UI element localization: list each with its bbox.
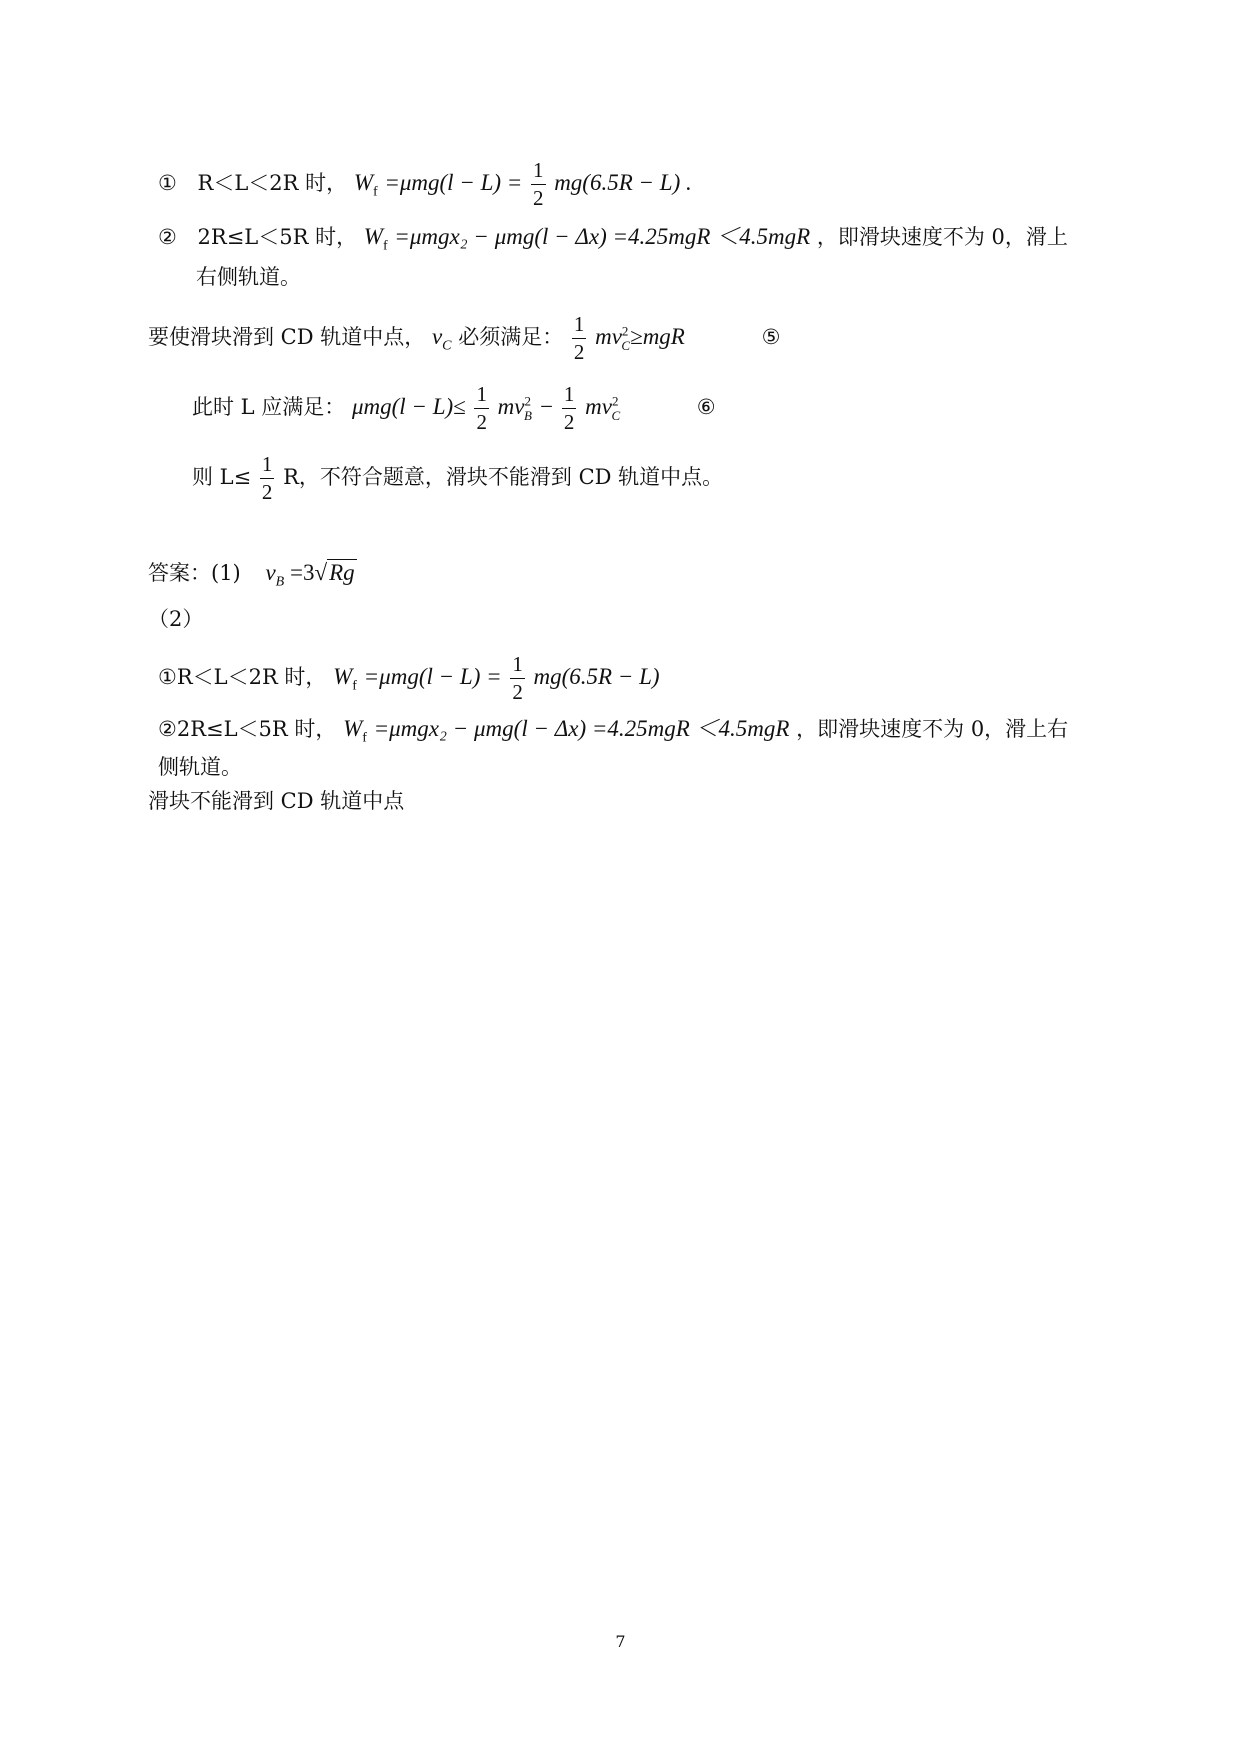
answer-case-2-cont: 侧轨道。 xyxy=(158,755,242,779)
fraction-half: $\frac{1}{2}$ xyxy=(476,382,487,434)
solution-case-2-cont: 右侧轨道。 xyxy=(196,265,301,289)
formula-w: $W_f$ xyxy=(353,170,378,200)
formula-w: $W_f$ xyxy=(333,664,357,694)
formula-part: =μmg(l − L) = xyxy=(363,664,502,689)
condition-midpoint: 要使滑块滑到 CD 轨道中点， $v_C$ 必须满足： $\frac{1}{2}$ $mv^2_C\ge mgR$ ⑤ xyxy=(148,312,781,364)
fraction-half: $\frac{1}{2}$ xyxy=(563,382,575,434)
equation-tag: ⑥ xyxy=(696,395,716,419)
velocity-c: $v_C$ xyxy=(431,324,452,354)
formula-part: mg(6.5R − L) xyxy=(533,664,660,689)
formula-part: =μmgx₂ − μmg(l − Δx) =4.25mgR ＜4.5mgR xyxy=(373,716,790,741)
formula-part: $mv^2_C$ xyxy=(585,393,621,423)
formula-part: μmg(l − L)≤ xyxy=(351,394,466,419)
case-marker: ② xyxy=(158,717,177,741)
fraction-half: $\frac{1}{2}$ xyxy=(512,652,523,704)
answer-case-2 xyxy=(158,714,1068,754)
case-condition: 2R≤L＜5R 时， xyxy=(176,717,337,741)
page-number: 7 xyxy=(615,1632,626,1651)
formula-part: mg(6.5R − L) . xyxy=(554,170,692,195)
case-conclusion: ，即滑块速度不为 0，滑上右 xyxy=(796,717,1069,741)
answer-2-label: （2） xyxy=(148,607,204,631)
case-conclusion: ，即滑块速度不为 0，滑上 xyxy=(816,225,1068,249)
case-condition: R＜L＜2R 时， xyxy=(197,171,348,195)
fraction-half: $\frac{1}{2}$ xyxy=(573,312,585,364)
formula-part: =μmg(l − L) = xyxy=(384,170,523,195)
case-condition: 2R≤L＜5R 时， xyxy=(197,225,358,249)
answer-final: 滑块不能滑到 CD 轨道中点 xyxy=(148,789,405,813)
answer-case-1 xyxy=(158,654,660,703)
equation-tag: ⑤ xyxy=(761,325,781,349)
formula-part: $mv^2_C\ge mgR$ xyxy=(595,323,685,353)
formula-part: =μmgx₂ − μmg(l − Δx) =4.25mgR ＜4.5mgR xyxy=(394,224,811,249)
case-marker: ① xyxy=(158,171,177,195)
formula-w: $W_f$ xyxy=(343,716,367,746)
case-marker: ① xyxy=(158,665,177,689)
case-marker: ② xyxy=(158,225,177,249)
fraction-half: $\frac{1}{2}$ xyxy=(533,158,544,210)
solution-case-1 xyxy=(158,160,692,209)
conclusion: 则 L≤ $\frac{1}{2}$ R，不符合题意，滑块不能滑到 CD 轨道中点。 xyxy=(192,452,724,504)
fraction-half: $\frac{1}{2}$ xyxy=(261,452,273,504)
condition-l: 此时 L 应满足： μmg(l − L)≤ $\frac{1}{2}$ $mv^2_B$ − $\frac{1}{2}$ $mv^2_C$ ⑥ xyxy=(192,382,716,434)
answer-1: 答案：(1) $v_B =3√Rg$ xyxy=(148,560,355,590)
case-condition: R＜L＜2R 时， xyxy=(176,665,327,689)
solution-case-2 xyxy=(158,222,1068,262)
formula-part: $mv^2_B$ xyxy=(497,393,532,423)
velocity-b: $v_B =3√Rg$ xyxy=(265,560,355,590)
formula-w: $W_f$ xyxy=(363,224,388,254)
